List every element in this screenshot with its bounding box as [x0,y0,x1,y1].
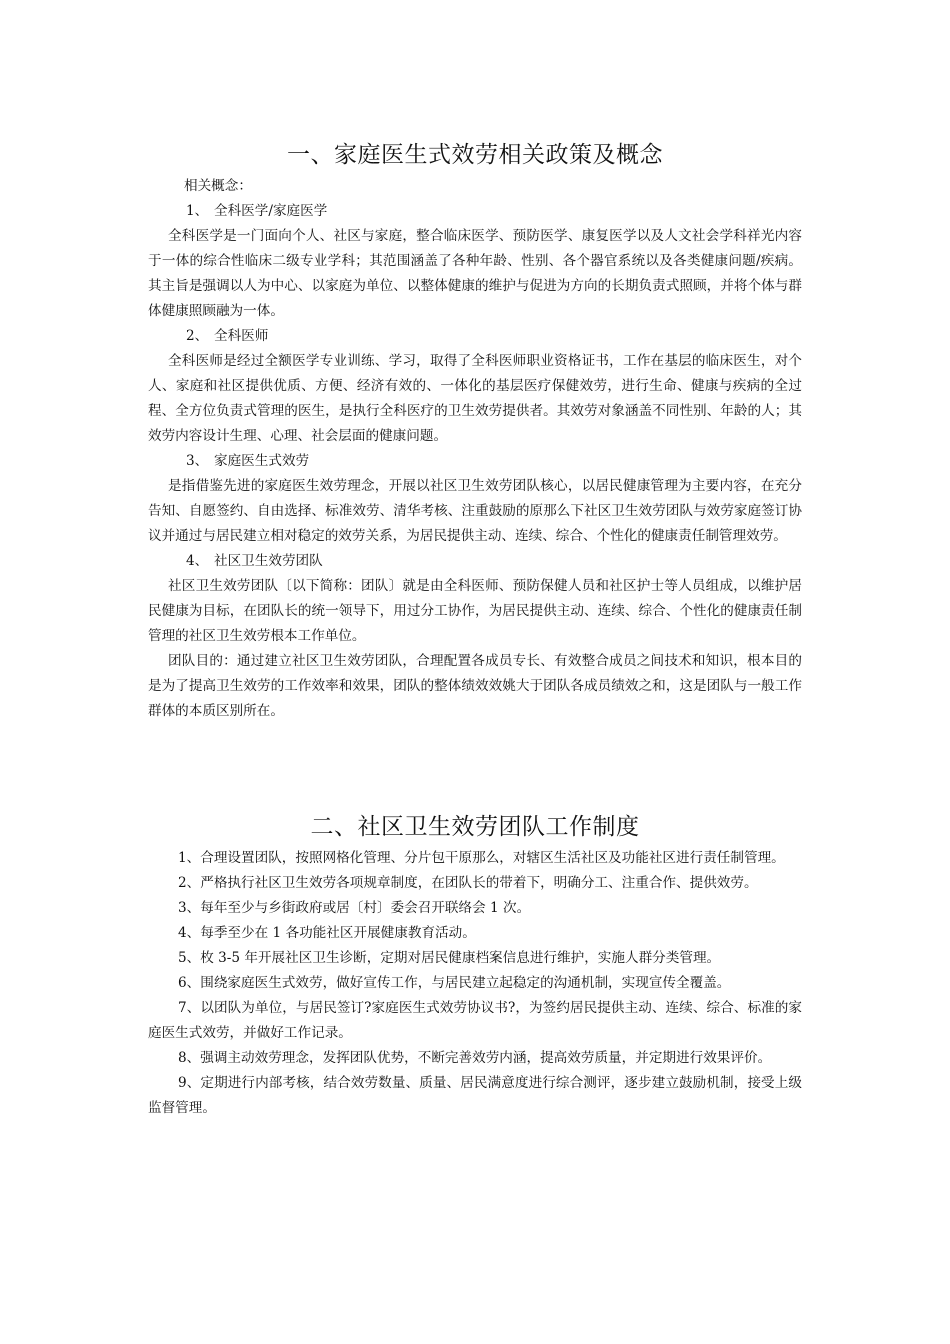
rule-item: 8、强调主动效劳理念，发挥团队优势，不断完善效劳内涵，提高效劳质量，并定期进行效果评价。 [178,1050,772,1066]
section1-title: 一、家庭医生式效劳相关政策及概念 [287,142,663,168]
rule-item: 1、合理设置团队，按照网格化管理、分片包干原那么，对辖区生活社区及功能社区进行责任制管理。 [178,850,785,866]
item-3-number: 3、 [186,453,209,469]
concepts-intro: 相关概念： [184,178,252,194]
item-1-label: 全科医学/家庭医学 [214,203,328,219]
item-4-number: 4、 [186,553,209,569]
rule-item: 6、围绕家庭医生式效劳，做好宣传工作，与居民建立起稳定的沟通机制，实现宣传全覆盖。 [178,975,731,991]
rule-item: 9、定期进行内部考核，结合效劳数量、质量、居民满意度进行综合测评，逐步建立鼓励机制，接受上级监督管理。 [148,1075,802,1116]
item-1-heading [148,199,802,224]
item-3-text: 是指借鉴先进的家庭医生效劳理念，开展以社区卫生效劳团队核心，以居民健康管理为主要内容，在充分告知、自愿签约、自由选择、标准效劳、清华考核、注重鼓励的原那么下社区卫生效劳团队与效劳家庭签订协议并通过与居民建立相对稳定的效劳关系，为居民提供主动、连续、综合、个性化的健康责任制管理效劳。 [148,478,802,544]
item-2-label: 全科医师 [214,328,269,344]
item-3-label: 家庭医生式效劳 [214,453,310,469]
rule-item: 4、每季至少在 1 各功能社区开展健康教育活动。 [178,925,476,941]
item-2-number: 2、 [186,328,209,344]
section1-body [148,174,802,724]
section2-title: 二、社区卫生效劳团队工作制度 [310,814,640,840]
section2-body [148,846,802,1121]
team-purpose-text: 团队目的：通过建立社区卫生效劳团队，合理配置各成员专长、有效整合成员之间技术和知识，根本目的是为了提高卫生效劳的工作效率和效果，团队的整体绩效效姚大于团队各成员绩效之和，这是团队与一般工作群体的本质区别所在。 [148,653,802,719]
rule-item: 5、枚 3-5 年开展社区卫生诊断，定期对居民健康档案信息进行维护，实施人群分类管理。 [178,950,721,966]
item-4-label: 社区卫生效劳团队 [214,553,323,569]
rule-item: 2、严格执行社区卫生效劳各项规章制度，在团队长的带着下，明确分工、注重合作、提供效劳。 [178,875,758,891]
item-4-heading [148,549,802,574]
item-3-heading [148,449,802,474]
item-1-number: 1、 [186,203,209,219]
rule-item: 7、以团队为单位，与居民签订?家庭医生式效劳协议书?，为签约居民提供主动、连续、综合、标准的家庭医生式效劳，并做好工作记录。 [148,1000,802,1041]
item-1-text: 全科医学是一门面向个人、社区与家庭，整合临床医学、预防医学、康复医学以及人文社会学科祥光内容于一体的综合性临床二级专业学科；其范围涵盖了各种年龄、性别、各个器官系统以及各类健康问题/疾病。其主旨是强调以人为中心、以家庭为单位、以整体健康的维护与促进为方向的长期负责式照顾，并将个体与群体健康照顾融为一体。 [148,228,802,319]
item-4-text: 社区卫生效劳团队〔以下简称：团队〕就是由全科医师、预防保健人员和社区护士等人员组成，以维护居民健康为目标，在团队长的统一领导下，用过分工协作，为居民提供主动、连续、综合、个性化的健康责任制管理的社区卫生效劳根本工作单位。 [148,578,802,644]
rule-item: 3、每年至少与乡街政府或居〔村〕委会召开联络会 1 次。 [178,900,531,916]
item-2-text: 全科医师是经过全额医学专业训练、学习，取得了全科医师职业资格证书，工作在基层的临床医生，对个人、家庭和社区提供优质、方便、经济有效的、一体化的基层医疗保健效劳，进行生命、健康与疾病的全过程、全方位负责式管理的医生，是执行全科医疗的卫生效劳提供者。其效劳对象涵盖不同性别、年龄的人；其效劳内容设计生理、心理、社会层面的健康问题。 [148,353,802,444]
item-2-heading [148,324,802,349]
